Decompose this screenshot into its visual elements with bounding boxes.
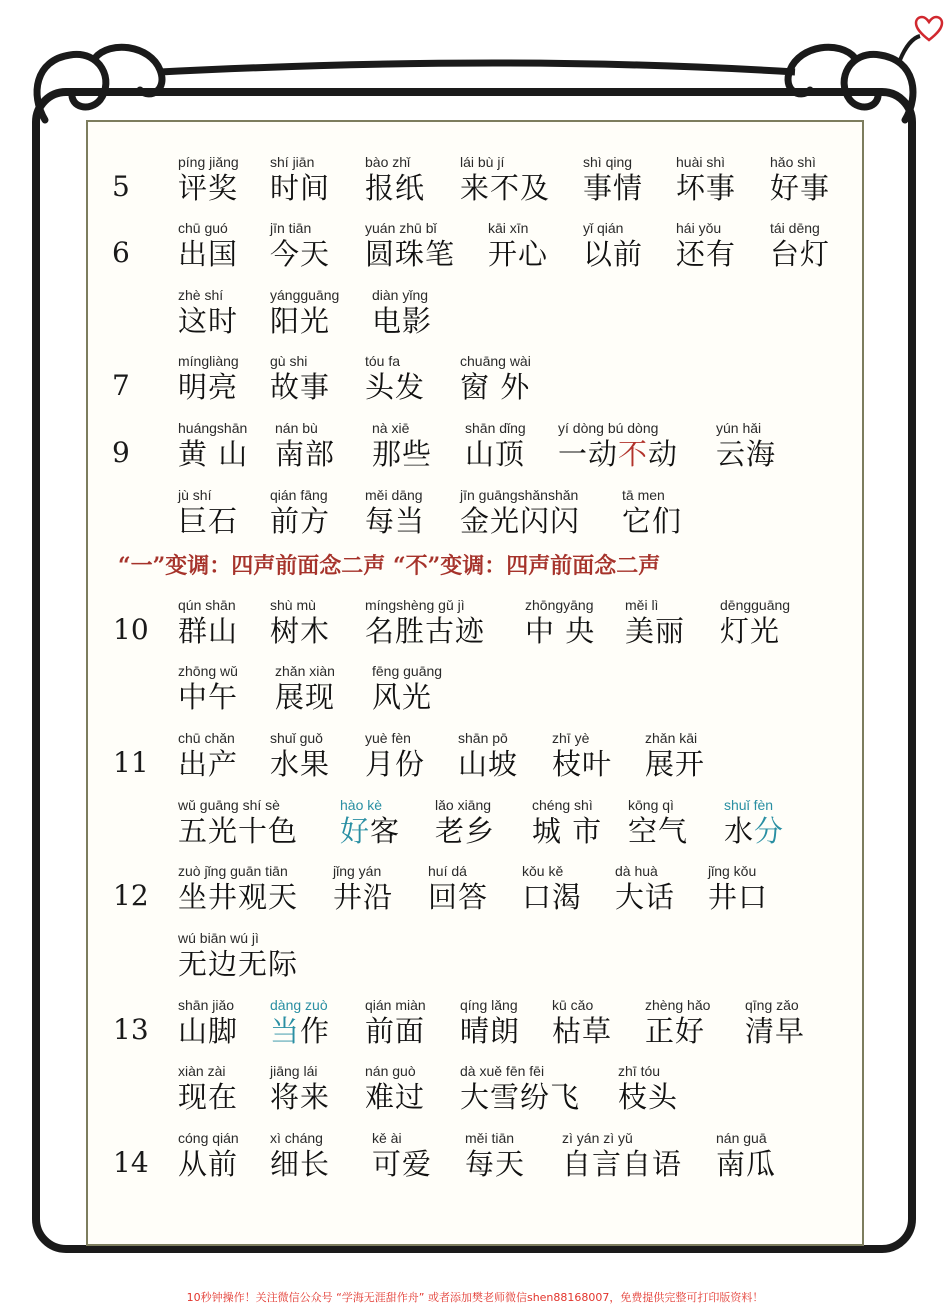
pinyin: míngliàng <box>178 353 239 369</box>
vocab-word <box>270 1063 330 1115</box>
hanzi: 美丽 <box>625 614 686 648</box>
pinyin: hái yǒu <box>676 220 722 236</box>
vocab-word <box>178 730 238 782</box>
vocab-row <box>0 487 950 547</box>
hanzi: 南瓜 <box>716 1147 777 1181</box>
vocab-word <box>178 1063 238 1115</box>
vocab-word <box>270 220 330 272</box>
pinyin: kōng qì <box>628 797 674 813</box>
vocab-word <box>372 1130 432 1182</box>
hanzi: 这时 <box>178 304 239 338</box>
hanzi: 井口 <box>708 880 769 914</box>
vocab-word <box>770 220 830 272</box>
hanzi: 回答 <box>428 880 489 914</box>
lesson-number: 9 <box>112 436 130 469</box>
pinyin: chū guó <box>178 220 228 236</box>
vocab-word <box>365 353 425 405</box>
vocab-word <box>178 1130 239 1182</box>
pinyin: huángshān <box>178 420 248 436</box>
frame-scroll-decoration <box>0 0 950 130</box>
vocab-row <box>0 154 950 214</box>
vocab-word <box>340 797 400 849</box>
pinyin: shì qing <box>583 154 633 170</box>
lesson-number: 7 <box>112 369 130 402</box>
hanzi: 当作 <box>270 1014 331 1048</box>
pinyin: bào zhǐ <box>365 154 411 170</box>
pinyin: dēngguāng <box>720 597 791 613</box>
pinyin: nán guò <box>365 1063 416 1079</box>
vocab-word <box>372 420 432 472</box>
pinyin: chū chǎn <box>178 730 235 746</box>
pinyin: chuāng wài <box>460 353 531 369</box>
hanzi: 枯草 <box>552 1014 613 1048</box>
pinyin: shān pō <box>458 730 508 746</box>
pinyin: měi dāng <box>365 487 423 503</box>
vocab-row <box>0 863 950 923</box>
vocab-word <box>488 220 548 272</box>
hanzi: 井沿 <box>333 880 394 914</box>
pinyin: zì yán zì yǔ <box>562 1130 633 1146</box>
pinyin: diàn yǐng <box>372 287 429 303</box>
hanzi: 从前 <box>178 1147 239 1181</box>
pinyin: yǐ qián <box>583 220 624 236</box>
hanzi: 它们 <box>622 504 683 538</box>
vocab-word <box>460 154 550 206</box>
hanzi: 名胜古迹 <box>365 614 486 648</box>
hanzi: 阳光 <box>270 304 331 338</box>
hanzi: 黄 山 <box>178 437 249 471</box>
lesson-number: 13 <box>113 1013 149 1046</box>
hanzi: 还有 <box>676 237 737 271</box>
vocab-word <box>178 420 248 472</box>
vocab-word <box>178 797 298 849</box>
vocab-row <box>0 663 950 723</box>
hanzi: 电影 <box>372 304 433 338</box>
vocab-word <box>178 220 238 272</box>
vocab-row <box>0 930 950 990</box>
hanzi: 山脚 <box>178 1014 239 1048</box>
pinyin: yuè fèn <box>365 730 411 746</box>
hanzi: 好事 <box>770 171 831 205</box>
hanzi: 无边无际 <box>178 947 299 981</box>
pinyin: shuǐ guǒ <box>270 730 323 746</box>
pinyin: qián fāng <box>270 487 328 503</box>
hanzi: 每天 <box>465 1147 526 1181</box>
vocab-row <box>0 220 950 280</box>
hanzi: 老乡 <box>435 814 496 848</box>
vocab-word <box>178 863 298 915</box>
hanzi: 难过 <box>365 1080 426 1114</box>
hanzi: 水分 <box>724 814 785 848</box>
hanzi: 坐井观天 <box>178 880 299 914</box>
pinyin: kǒu kě <box>522 863 564 879</box>
vocab-word <box>458 730 518 782</box>
heart-icon <box>914 14 944 44</box>
vocab-word <box>552 730 612 782</box>
pinyin: jīn tiān <box>270 220 312 236</box>
hanzi: 出国 <box>178 237 239 271</box>
hanzi: 开心 <box>488 237 549 271</box>
vocab-word <box>525 597 595 649</box>
pinyin: xiàn zài <box>178 1063 226 1079</box>
pinyin: jù shí <box>178 487 212 503</box>
vocab-word <box>275 420 335 472</box>
pinyin: shuǐ fèn <box>724 797 774 813</box>
hanzi: 现在 <box>178 1080 239 1114</box>
pinyin: yángguāng <box>270 287 340 303</box>
hanzi: 事情 <box>583 171 644 205</box>
pinyin: shí jiān <box>270 154 315 170</box>
vocab-row <box>0 287 950 347</box>
vocab-word <box>178 997 238 1049</box>
hanzi: 将来 <box>270 1080 331 1114</box>
pinyin: nà xiē <box>372 420 410 436</box>
hanzi: 故事 <box>270 370 331 404</box>
vocab-word <box>365 997 426 1049</box>
pinyin: yuán zhū bǐ <box>365 220 437 236</box>
pinyin: qīng zǎo <box>745 997 799 1013</box>
vocab-word <box>365 730 425 782</box>
vocab-word <box>622 487 682 539</box>
hanzi: 时间 <box>270 171 331 205</box>
hanzi: 展开 <box>645 747 706 781</box>
vocab-word <box>178 487 238 539</box>
vocab-word <box>372 663 442 715</box>
pinyin: měi lì <box>625 597 659 613</box>
pinyin: zhī yè <box>552 730 590 746</box>
vocab-word <box>716 420 776 472</box>
pinyin: huài shì <box>676 154 726 170</box>
hanzi: 云海 <box>716 437 777 471</box>
vocab-word <box>628 797 688 849</box>
hanzi: 明亮 <box>178 370 239 404</box>
pinyin: jīn guāngshǎnshǎn <box>460 487 579 503</box>
pinyin: huí dá <box>428 863 467 879</box>
hanzi: 自言自语 <box>562 1147 683 1181</box>
vocab-word <box>745 997 805 1049</box>
pinyin: shān dǐng <box>465 420 526 436</box>
lesson-number: 10 <box>113 613 149 646</box>
vocab-word <box>178 154 239 206</box>
pinyin: jǐng yán <box>333 863 382 879</box>
hanzi: 前方 <box>270 504 331 538</box>
pinyin: zhè shí <box>178 287 224 303</box>
lesson-number: 12 <box>113 879 149 912</box>
vocab-word <box>270 353 330 405</box>
pinyin: zhǎn kāi <box>645 730 698 746</box>
vocab-word <box>365 487 425 539</box>
hanzi: 一动不动 <box>558 437 679 471</box>
vocab-word <box>270 487 330 539</box>
vocab-word <box>365 154 425 206</box>
pinyin: jiāng lái <box>270 1063 318 1079</box>
vocab-word <box>365 597 485 649</box>
vocab-row <box>0 1063 950 1123</box>
hanzi: 圆珠笔 <box>365 237 456 271</box>
pinyin: gù shi <box>270 353 308 369</box>
pinyin: tā men <box>622 487 665 503</box>
hanzi: 山顶 <box>465 437 526 471</box>
hanzi: 报纸 <box>365 171 426 205</box>
pinyin: dàng zuò <box>270 997 328 1013</box>
vocab-word <box>615 863 675 915</box>
vocab-word <box>708 863 768 915</box>
pinyin: míngshèng gǔ jì <box>365 597 465 613</box>
pinyin: chéng shì <box>532 797 593 813</box>
pinyin: lǎo xiāng <box>435 797 492 813</box>
hanzi: 月份 <box>365 747 426 781</box>
vocab-word <box>178 663 238 715</box>
hanzi: 窗 外 <box>460 370 531 404</box>
lesson-number: 5 <box>112 170 130 203</box>
pinyin: hào kè <box>340 797 383 813</box>
vocab-word <box>460 1063 580 1115</box>
hanzi: 空气 <box>628 814 689 848</box>
vocab-row <box>0 997 950 1057</box>
pinyin: zhī tóu <box>618 1063 661 1079</box>
vocab-word <box>465 420 526 472</box>
hanzi: 以前 <box>583 237 644 271</box>
hanzi: 南部 <box>275 437 336 471</box>
vocab-word <box>178 930 298 982</box>
hanzi: 可爱 <box>372 1147 433 1181</box>
hanzi: 群山 <box>178 614 239 648</box>
hanzi: 大话 <box>615 880 676 914</box>
vocab-row <box>0 1130 950 1190</box>
vocab-word <box>716 1130 776 1182</box>
pinyin: zhōng wǔ <box>178 663 238 679</box>
pinyin: zhōngyāng <box>525 597 594 613</box>
vocab-word <box>618 1063 678 1115</box>
hanzi: 枝头 <box>618 1080 679 1114</box>
hanzi: 大雪纷飞 <box>460 1080 581 1114</box>
lesson-number: 14 <box>113 1146 149 1179</box>
hanzi: 坏事 <box>676 171 737 205</box>
pinyin: qíng lǎng <box>460 997 518 1013</box>
lesson-number: 6 <box>112 236 130 269</box>
vocab-word <box>270 597 330 649</box>
vocab-word <box>365 220 455 272</box>
hanzi: 头发 <box>365 370 426 404</box>
vocab-word <box>645 997 710 1049</box>
pinyin: jǐng kǒu <box>708 863 757 879</box>
vocab-word <box>372 287 432 339</box>
vocab-word <box>625 597 685 649</box>
hanzi: 那些 <box>372 437 433 471</box>
hanzi: 清早 <box>745 1014 806 1048</box>
pinyin: shān jiǎo <box>178 997 235 1013</box>
hanzi: 评奖 <box>178 171 239 205</box>
hanzi: 口渴 <box>522 880 583 914</box>
pinyin: nán bù <box>275 420 318 436</box>
hanzi: 好客 <box>340 814 401 848</box>
vocab-word <box>178 287 238 339</box>
hanzi: 城 市 <box>532 814 603 848</box>
vocab-word <box>270 730 330 782</box>
pinyin: tóu fa <box>365 353 401 369</box>
hanzi: 树木 <box>270 614 331 648</box>
hanzi: 枝叶 <box>552 747 613 781</box>
pinyin: zuò jǐng guān tiān <box>178 863 288 879</box>
vocab-row <box>0 730 950 790</box>
vocab-row <box>0 797 950 857</box>
vocab-word <box>583 154 643 206</box>
vocab-word <box>562 1130 682 1182</box>
pinyin: kū cǎo <box>552 997 594 1013</box>
hanzi: 每当 <box>365 504 426 538</box>
vocab-word <box>552 997 612 1049</box>
footer-notice: 10秒钟操作！关注微信公众号 “学海无涯甜作舟” 或者添加樊老师微信shen88168007，免费提供完整可打印版资料！ <box>186 1291 764 1304</box>
hanzi: 正好 <box>645 1014 706 1048</box>
hanzi: 灯光 <box>720 614 781 648</box>
hanzi: 中午 <box>178 680 239 714</box>
pinyin: xì cháng <box>270 1130 323 1146</box>
pinyin: dà xuě fēn fēi <box>460 1063 545 1079</box>
vocab-word <box>270 287 339 339</box>
vocab-word <box>645 730 705 782</box>
hanzi: 来不及 <box>460 171 551 205</box>
vocab-word <box>532 797 602 849</box>
pinyin: fēng guāng <box>372 663 443 679</box>
hanzi: 晴朗 <box>460 1014 521 1048</box>
hanzi: 金光闪闪 <box>460 504 581 538</box>
lesson-number: 11 <box>113 746 149 779</box>
vocab-word <box>522 863 582 915</box>
hanzi: 山坡 <box>458 747 519 781</box>
pinyin: zhǎn xiàn <box>275 663 335 679</box>
pinyin: zhèng hǎo <box>645 997 711 1013</box>
vocab-word <box>583 220 643 272</box>
pinyin: kāi xīn <box>488 220 529 236</box>
vocab-word <box>270 997 330 1049</box>
hanzi: 五光十色 <box>178 814 299 848</box>
vocab-word <box>435 797 495 849</box>
hanzi: 风光 <box>372 680 433 714</box>
vocab-word <box>275 663 335 715</box>
tone-change-note: “一”变调：四声前面念二声 “不”变调：四声前面念二声 <box>118 553 661 579</box>
pinyin: měi tiān <box>465 1130 515 1146</box>
pinyin: dà huà <box>615 863 658 879</box>
hanzi: 前面 <box>365 1014 426 1048</box>
vocab-word <box>558 420 678 472</box>
pinyin: cóng qián <box>178 1130 239 1146</box>
vocab-word <box>460 353 531 405</box>
hanzi: 巨石 <box>178 504 239 538</box>
vocab-word <box>724 797 784 849</box>
vocab-row <box>0 597 950 657</box>
pinyin: píng jiǎng <box>178 154 239 170</box>
vocab-word <box>178 353 239 405</box>
vocab-word <box>428 863 488 915</box>
vocab-word <box>365 1063 425 1115</box>
vocab-word <box>270 1130 330 1182</box>
pinyin: qián miàn <box>365 997 426 1013</box>
hanzi: 水果 <box>270 747 331 781</box>
vocab-word <box>676 220 736 272</box>
pinyin: hǎo shì <box>770 154 816 170</box>
hanzi: 台灯 <box>770 237 831 271</box>
pinyin: wú biān wú jì <box>178 930 259 946</box>
hanzi: 中 央 <box>525 614 596 648</box>
vocab-word <box>333 863 393 915</box>
vocab-word <box>460 487 580 539</box>
pinyin: qún shān <box>178 597 236 613</box>
vocab-word <box>460 997 520 1049</box>
vocab-row <box>0 420 950 480</box>
pinyin: kě ài <box>372 1130 402 1146</box>
pinyin: tái dēng <box>770 220 820 236</box>
vocab-word <box>720 597 790 649</box>
pinyin: yí dòng bú dòng <box>558 420 659 436</box>
vocab-word <box>770 154 830 206</box>
pinyin: lái bù jí <box>460 154 505 170</box>
pinyin: wǔ guāng shí sè <box>178 797 280 813</box>
pinyin: nán guā <box>716 1130 767 1146</box>
pinyin: yún hǎi <box>716 420 762 436</box>
pinyin: shù mù <box>270 597 316 613</box>
hanzi: 出产 <box>178 747 239 781</box>
vocab-word <box>676 154 736 206</box>
hanzi: 今天 <box>270 237 331 271</box>
hanzi: 细长 <box>270 1147 331 1181</box>
hanzi: 展现 <box>275 680 336 714</box>
vocab-word <box>270 154 330 206</box>
vocab-word <box>178 597 238 649</box>
vocab-row <box>0 353 950 413</box>
vocab-word <box>465 1130 525 1182</box>
